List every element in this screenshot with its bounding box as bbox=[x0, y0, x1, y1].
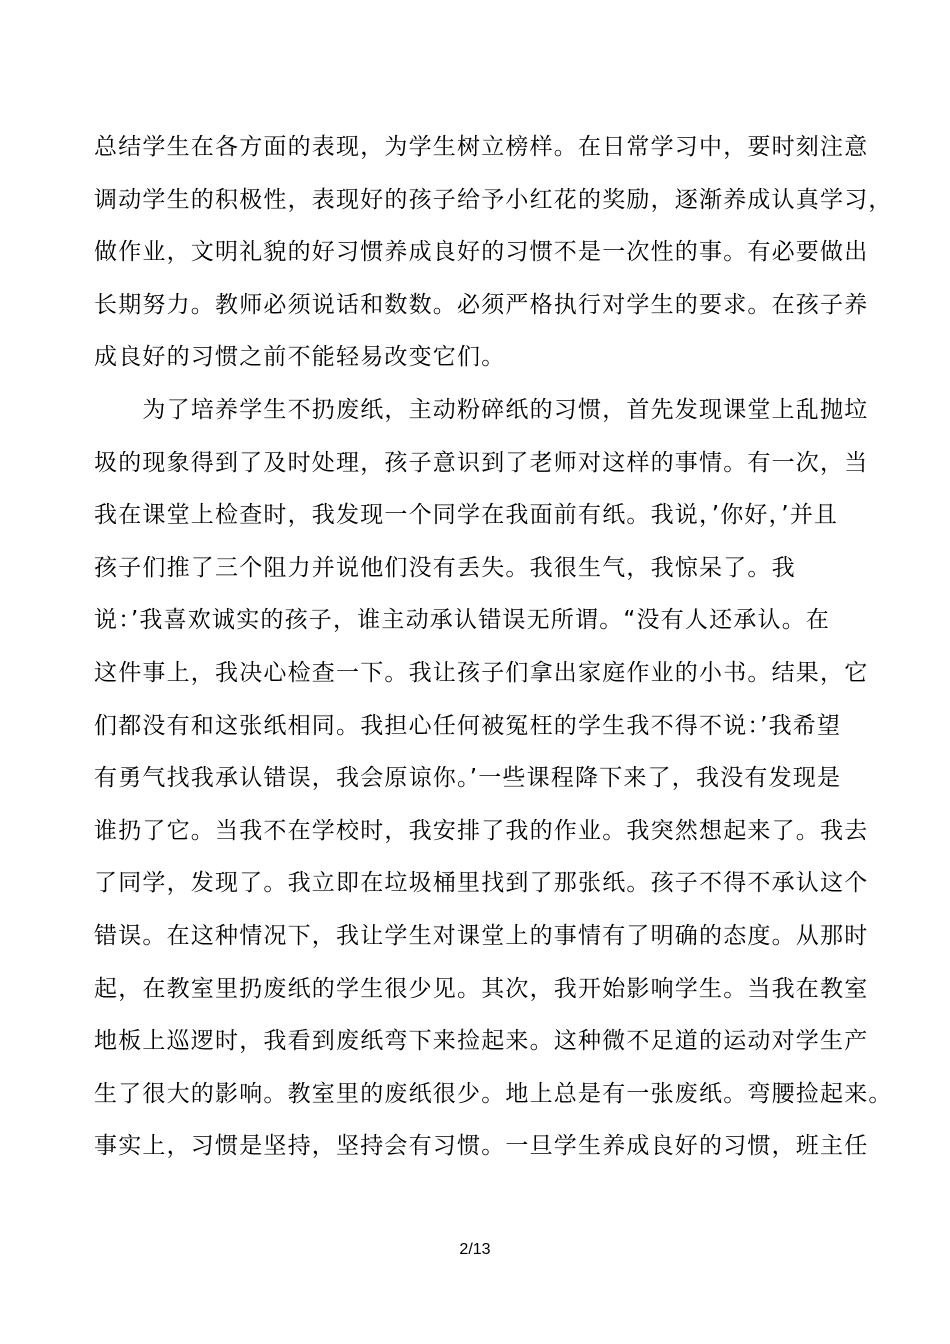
text-line: 起，在教室里扔废纸的学生很少见。其次，我开始影响学生。当我在教室 bbox=[94, 975, 869, 1002]
text-line: 调动学生的积极性，表现好的孩子给予小红花的奖励，逐渐养成认真学习， bbox=[94, 186, 893, 213]
text-line: 成良好的习惯之前不能轻易改变它们。 bbox=[94, 344, 506, 371]
text-line: 们都没有和这张纸相同。我担心任何被冤枉的学生我不得不说：’我希望 bbox=[94, 712, 842, 739]
text-line: 说：’我喜欢诚实的孩子，谁主动承认错误无所谓。“没有人还承认。在 bbox=[94, 607, 831, 634]
text-line: 圾的现象得到了及时处理，孩子意识到了老师对这样的事情。有一次，当 bbox=[94, 449, 869, 476]
text-line: 孩子们推了三个阻力并说他们没有丢失。我很生气，我惊呆了。我 bbox=[94, 554, 796, 581]
text-line: 事实上，习惯是坚持，坚持会有习惯。一旦学生养成良好的习惯，班主任 bbox=[94, 1133, 869, 1160]
text-line: 长期努力。教师必须说话和数数。必须严格执行对学生的要求。在孩子养 bbox=[94, 291, 869, 318]
text-line: 谁扔了它。当我不在学校时，我安排了我的作业。我突然想起来了。我去 bbox=[94, 817, 869, 844]
body-text bbox=[94, 125, 893, 1177]
text-line: 为了培养学生不扔废纸，主动粉碎纸的习惯，首先发现课堂上乱抛垃 bbox=[94, 396, 869, 423]
text-line: 错误。在这种情况下，我让学生对课堂上的事情有了明确的态度。从那时 bbox=[94, 922, 869, 949]
text-line: 地板上巡逻时，我看到废纸弯下来捡起来。这种微不足道的运动对学生产 bbox=[94, 1028, 869, 1055]
text-line: 做作业，文明礼貌的好习惯养成良好的习惯不是一次性的事。有必要做出 bbox=[94, 239, 869, 266]
text-line: 这件事上，我决心检查一下。我让孩子们拿出家庭作业的小书。结果，它 bbox=[94, 659, 869, 686]
text-line: 我在课堂上检查时，我发现一个同学在我面前有纸。我说，’你好，’并且 bbox=[94, 502, 839, 529]
text-line: 总结学生在各方面的表现，为学生树立榜样。在日常学习中，要时刻注意 bbox=[94, 134, 869, 160]
text-line: 生了很大的影响。教室里的废纸很少。地上总是有一张废纸。弯腰捡起来。 bbox=[94, 1080, 893, 1107]
page-number: 2/13 bbox=[459, 1241, 491, 1258]
text-line: 了同学，发现了。我立即在垃圾桶里找到了那张纸。孩子不得不承认这个 bbox=[94, 870, 869, 897]
text-line: 有勇气找我承认错误，我会原谅你。’一些课程降下来了，我没有发现是 bbox=[94, 765, 842, 792]
